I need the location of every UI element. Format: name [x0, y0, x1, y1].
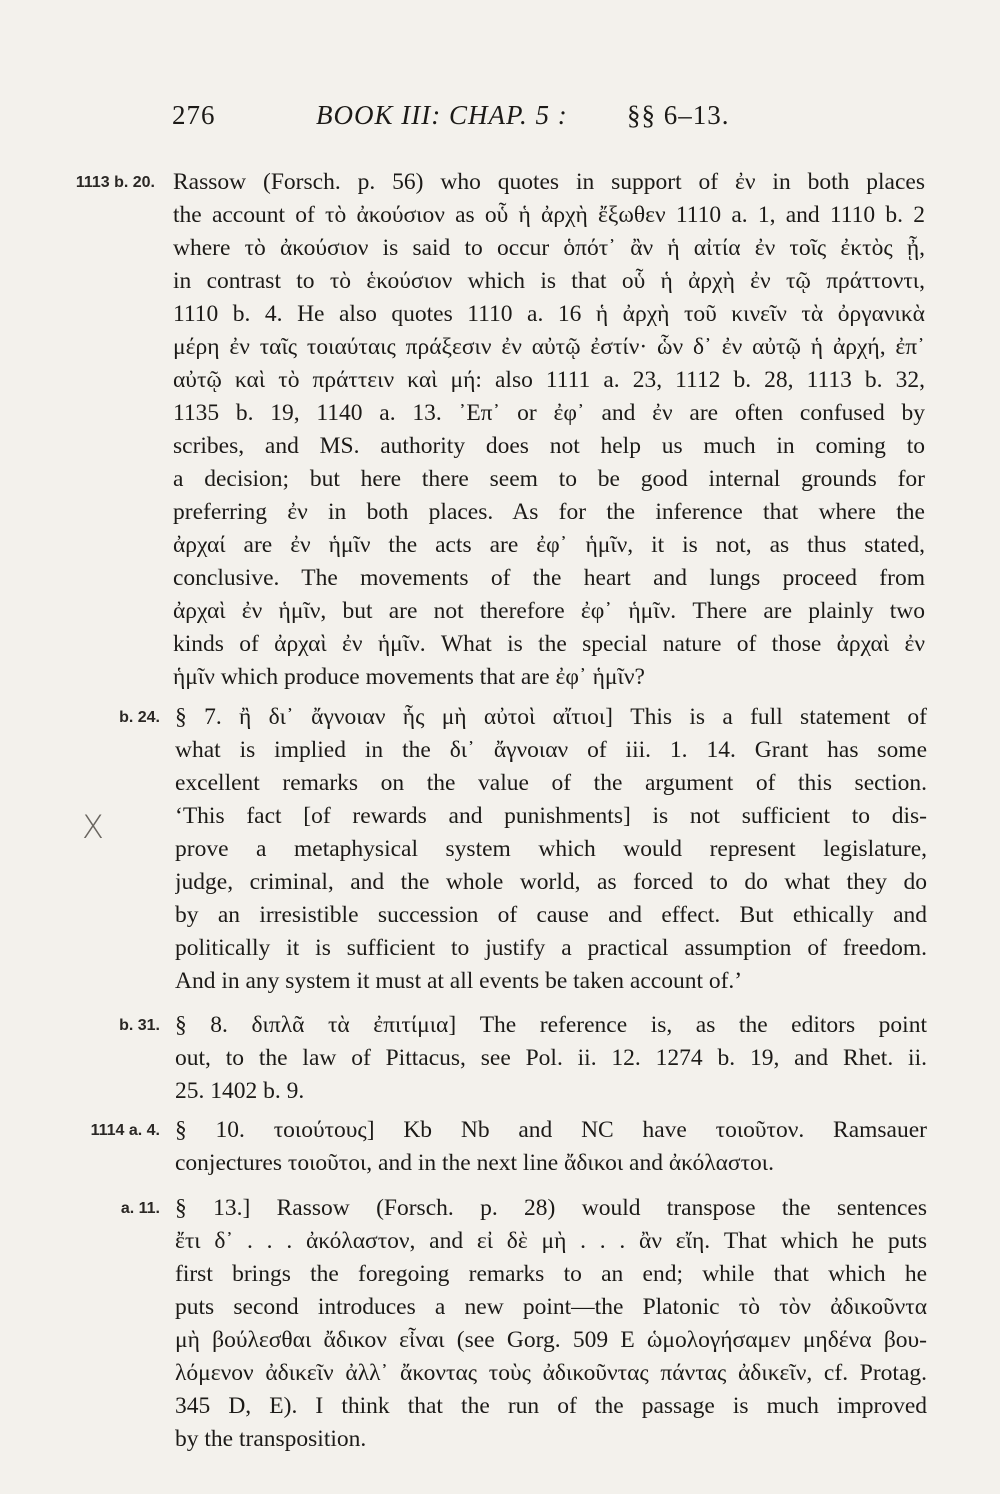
text-line: out, to the law of Pittacus, see Pol. ii. 12. 1274 b. 19, and Rhet. ii.	[175, 1045, 927, 1071]
note-text	[175, 1114, 927, 1180]
text-line: by an irresistible succession of cause and effect. But ethically and	[175, 902, 927, 928]
section-range: §§ 6–13.	[627, 100, 730, 130]
text-line: 1110 b. 4. He also quotes 1110 a. 16 ἡ ἀρχὴ τοῦ κινεῖν τὰ ὀργανικὰ	[173, 301, 925, 327]
note-text	[173, 166, 925, 694]
running-header	[172, 100, 772, 140]
text-line: conjectures τοιοῦτοι, and in the next line ἄδικοι and ἀκόλαστοι.	[175, 1150, 774, 1176]
text-line: first brings the foregoing remarks to an end; while that which he	[175, 1261, 927, 1287]
text-line: ἀρχαί are ἐν ἡμῖν the acts are ἐφ᾽ ἡμῖν, it is not, as thus stated,	[173, 532, 925, 558]
text-line: μέρη ἐν ταῖς τοιαύταις πράξεσιν ἐν αὐτῷ ἐστίν· ὧν δ᾽ ἐν αὐτῷ ἡ ἀρχή, ἐπ᾽	[173, 334, 925, 360]
text-line: scribes, and MS. authority does not help us much in coming to	[173, 433, 925, 459]
text-line: § 7. ἢ δι᾽ ἄγνοιαν ἧς μὴ αὐτοὶ αἴτιοι] This is a full statement of	[175, 704, 927, 730]
text-line: αὐτῷ καὶ τὸ πράττειν καὶ μή: also 1111 a. 23, 1112 b. 28, 1113 b. 32,	[173, 367, 925, 393]
text-line: preferring ἐν in both places. As for the inference that where the	[173, 499, 925, 525]
text-line: 25. 1402 b. 9.	[175, 1078, 305, 1104]
text-line: Rassow (Forsch. p. 56) who quotes in support of ἐν in both places	[173, 169, 925, 195]
text-line: politically it is sufficient to justify a practical assumption of freedom.	[175, 935, 927, 961]
text-line: excellent remarks on the value of the argument of this section.	[175, 770, 927, 796]
text-line: λόμενον ἀδικεῖν ἀλλ᾽ ἄκοντας τοὺς ἀδικοῦντας πάντας ἀδικεῖν, cf. Protag.	[175, 1360, 927, 1386]
text-line: § 13.] Rassow (Forsch. p. 28) would transpose the sentences	[175, 1195, 927, 1221]
note-text	[175, 1009, 927, 1108]
line-reference: b. 31.	[119, 1017, 160, 1034]
text-line: ἡμῖν which produce movements that are ἐφ᾽ ἡμῖν?	[173, 664, 645, 690]
text-line: § 8. διπλᾶ τὰ ἐπιτίμια] The reference is, as the editors point	[175, 1012, 927, 1038]
text-line: where τὸ ἀκούσιον is said to occur ὁπότ᾽ ἂν ἡ αἰτία ἐν τοῖς ἐκτὸς ᾖ,	[173, 235, 925, 261]
text-line: the account of τὸ ἀκούσιον as οὗ ἡ ἀρχὴ ἔξωθεν 1110 a. 1, and 1110 b. 2	[173, 202, 925, 228]
line-reference: b. 24.	[119, 709, 160, 726]
text-line: kinds of ἀρχαὶ ἐν ἡμῖν. What is the special nature of those ἀρχαὶ ἐν	[173, 631, 925, 657]
text-line: 345 D, E). I think that the run of the passage is much improved	[175, 1393, 927, 1419]
note-text	[175, 1192, 927, 1456]
text-line: a decision; but here there seem to be good internal grounds for	[173, 466, 925, 492]
line-reference: 1113 b. 20.	[75, 174, 155, 191]
text-line: puts second introduces a new point—the Platonic τὸ τὸν ἀδικοῦντα	[175, 1294, 927, 1320]
text-line: μὴ βούλεσθαι ἄδικον εἶναι (see Gorg. 509 E ὡμολογήσαμεν μηδένα βου-	[175, 1327, 927, 1353]
book-chapter-title: BOOK III: CHAP. 5 :	[316, 100, 568, 130]
text-line: in contrast to τὸ ἑκούσιον which is that οὗ ἡ ἀρχὴ ἐν τῷ πράττοντι,	[173, 268, 925, 294]
margin-annotation-mark: X	[82, 808, 104, 846]
page-number: 276	[172, 100, 216, 130]
text-line: 1135 b. 19, 1140 a. 13. ᾽Επ᾽ or ἐφ᾽ and ἐν are often confused by	[173, 400, 925, 426]
note-text	[175, 701, 927, 998]
text-line: ἔτι δ᾽ . . . ἀκόλαστον, and εἰ δὲ μὴ . . . ἂν εἴη. That which he puts	[175, 1228, 927, 1254]
text-line: § 10. τοιούτους] Kb Nb and NC have τοιοῦτον. Ramsauer	[175, 1117, 927, 1143]
text-line: by the transposition.	[175, 1426, 367, 1452]
text-line: judge, criminal, and the whole world, as forced to do what they do	[175, 869, 927, 895]
line-reference: a. 11.	[120, 1200, 160, 1217]
text-line: And in any system it must at all events be taken account of.’	[175, 968, 743, 994]
text-line: ‘This fact [of rewards and punishments] is not sufficient to dis-	[175, 803, 927, 829]
text-line: prove a metaphysical system which would represent legislature,	[175, 836, 927, 862]
text-line: what is implied in the δι᾽ ἄγνοιαν of iii. 1. 14. Grant has some	[175, 737, 927, 763]
text-line: ἀρχαὶ ἐν ἡμῖν, but are not therefore ἐφ᾽ ἡμῖν. There are plainly two	[173, 598, 925, 624]
line-reference: 1114 a. 4.	[90, 1122, 160, 1139]
text-line: conclusive. The movements of the heart and lungs proceed from	[173, 565, 925, 591]
